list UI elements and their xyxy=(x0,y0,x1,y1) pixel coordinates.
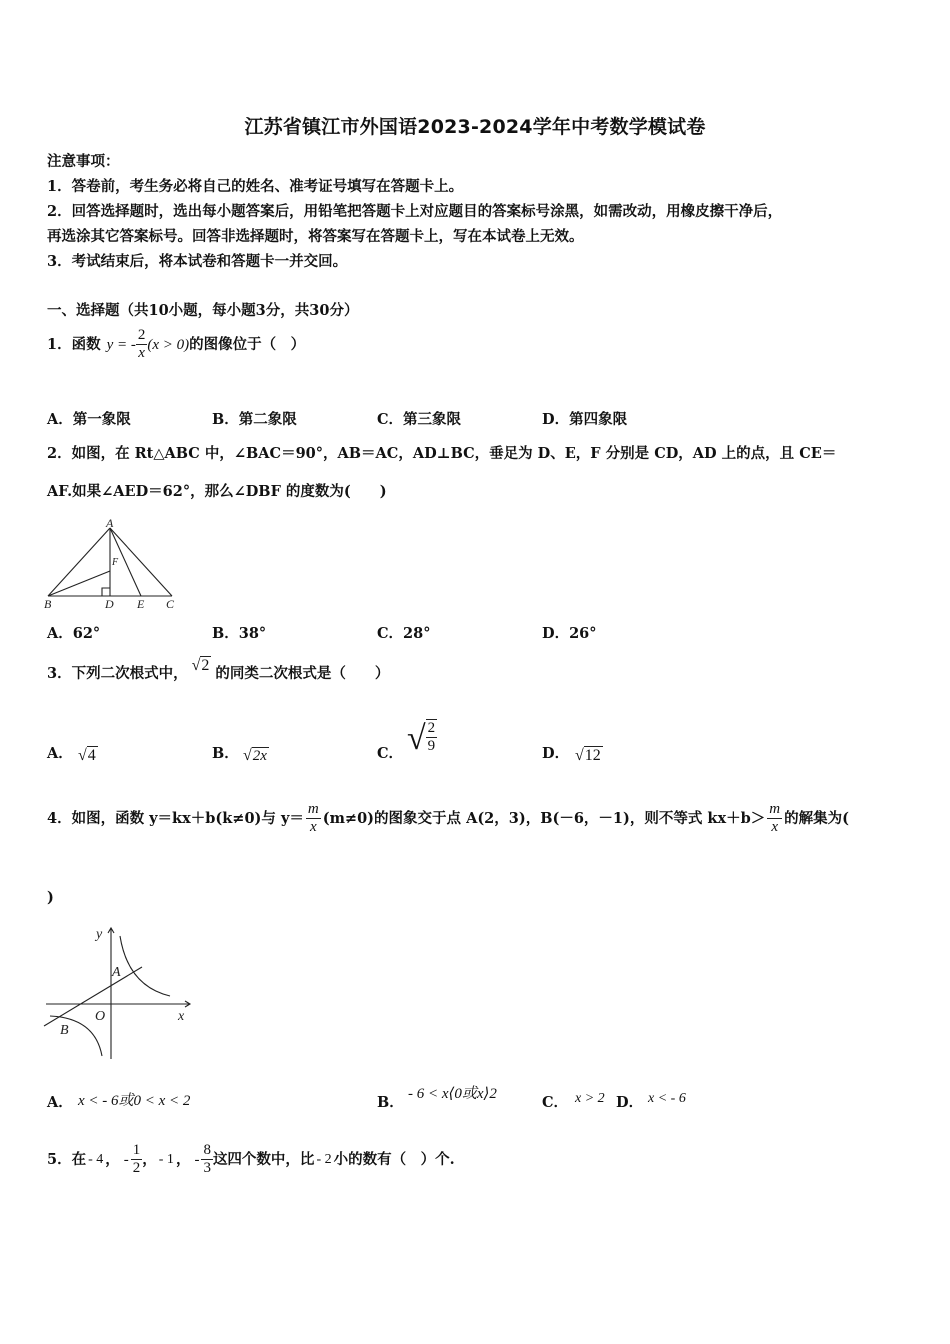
q5-prefix: 5．在 xyxy=(47,1150,87,1168)
q4-label-x: x xyxy=(178,1009,185,1024)
q3-suffix: 的同类二次根式是（ ） xyxy=(215,665,390,682)
q2-label-a: A xyxy=(106,516,114,530)
q5-sep2: ， xyxy=(142,1150,157,1168)
q2-option-c: C．28° xyxy=(377,625,431,642)
q5-f4-num: 8 xyxy=(203,1142,211,1158)
q4-line-2: ) xyxy=(47,889,54,906)
q5-sep1: ， xyxy=(105,1150,120,1168)
q4-option-a-math: x < - 6或0 < x < 2 xyxy=(78,1093,191,1109)
q1-frac-den: x xyxy=(138,345,145,361)
q4-part-2: (m≠0)的图象交于点 A(2，3)，B(－6，－1)，则不等式 kx＋b＞ xyxy=(322,809,766,827)
notice-item-1: 1．答卷前，考生务必将自己的姓名、准考证号填写在答题卡上。 xyxy=(47,178,464,195)
q2-option-a: A．62° xyxy=(47,625,101,642)
q2-label-f: F xyxy=(112,557,119,568)
q3-option-c-den: 9 xyxy=(427,738,436,754)
q4-graph-figure xyxy=(40,922,200,1064)
q3-option-c-sqrt xyxy=(407,716,437,762)
q4-option-c-math: x > 2 xyxy=(575,1091,605,1106)
q4-part-1: 4．如图，函数 y＝kx＋b(k≠0)与 y＝ xyxy=(47,809,304,827)
notice-item-2-cont: 再选涂其它答案标号。回答非选择题时，将答案写在答题卡上，写在本试卷上无效。 xyxy=(47,228,584,245)
q4-fraction-2 xyxy=(767,801,782,836)
q1-option-a: A．第一象限 xyxy=(47,411,131,428)
q1-option-d: D．第四象限 xyxy=(542,411,628,428)
q4-fraction-1 xyxy=(306,801,321,836)
q2-line-BF xyxy=(48,571,110,596)
q4-frac1-den: x xyxy=(309,819,317,835)
q4-label-b: B xyxy=(60,1023,69,1038)
q4-frac2-num: m xyxy=(769,801,781,817)
q3-option-c-num: 2 xyxy=(427,720,436,736)
q2-right-angle-mark xyxy=(102,588,110,596)
notice-item-3: 3．考试结束后，将本试卷和答题卡一并交回。 xyxy=(47,253,348,270)
q5-n1: - 4 xyxy=(88,1151,104,1167)
notice-heading: 注意事项： xyxy=(47,153,120,170)
page-title: 江苏省镇江市外国语2023-2024学年中考数学模试卷 xyxy=(244,116,706,138)
q4-option-d-letter: D． xyxy=(616,1094,644,1111)
q2-line-2: AF.如果∠AED＝62°，那么∠DBF 的度数为( ) xyxy=(47,483,387,500)
q2-label-d: D xyxy=(105,597,114,610)
q2-line-1: 2．如图，在 Rt△ABC 中，∠BAC＝90°，AB＝AC，AD⊥BC，垂足为 D、E，F 分别是 CD，AD 上的点，且 CE＝ xyxy=(47,445,837,462)
q5-sep3: ， xyxy=(175,1150,191,1168)
q2-triangle-figure xyxy=(40,516,185,610)
q3-prefix: 3．下列二次根式中， xyxy=(47,665,188,682)
q3-option-d-letter: D． xyxy=(542,745,570,762)
q2-line-AB xyxy=(48,528,110,596)
question-3 xyxy=(47,657,390,684)
q2-label-c: C xyxy=(166,597,175,610)
q4-hyperbola-branch-1 xyxy=(120,936,170,996)
q5-fraction-half xyxy=(131,1142,143,1177)
q1-option-b: B．第二象限 xyxy=(212,411,297,428)
q3-option-b-sqrt: √2x xyxy=(243,747,267,764)
q4-label-a: A xyxy=(112,965,121,980)
q4-frac1-num: m xyxy=(307,801,319,817)
q2-option-b: B．38° xyxy=(212,625,267,642)
q4-label-o: O xyxy=(95,1009,106,1024)
q2-label-b: B xyxy=(44,597,52,610)
question-4 xyxy=(47,801,849,836)
q5-minus2: - xyxy=(123,1151,129,1168)
q4-option-b-math: - 6 < x⟨0或x⟩2 xyxy=(408,1086,497,1102)
q1-suffix: 的图像位于（ ） xyxy=(189,335,306,353)
q5-f2-den: 2 xyxy=(132,1160,141,1176)
q5-f4-den: 3 xyxy=(203,1160,211,1176)
q1-formula-right: (x > 0) xyxy=(147,336,190,353)
notice-item-2: 2．回答选择题时，选出每小题答案后，用铅笔把答题卡上对应题目的答案标号涂黑，如需改动，用橡皮擦干净后， xyxy=(47,203,783,220)
q3-sqrt-2: √2 xyxy=(191,657,210,674)
q5-n3: - 1 xyxy=(158,1151,174,1167)
q1-fraction xyxy=(136,327,148,362)
q4-option-a-letter: A． xyxy=(47,1094,73,1111)
section-heading: 一、选择题（共10小题，每小题3分，共30分） xyxy=(47,302,359,319)
q3-option-d-sqrt: √12 xyxy=(575,747,601,764)
q1-option-c: C．第三象限 xyxy=(377,411,462,428)
q2-line-AC xyxy=(110,528,172,596)
q4-option-b-letter: B． xyxy=(377,1094,404,1111)
q3-option-c-letter: C． xyxy=(377,745,404,762)
q1-formula-left: y = - xyxy=(106,336,136,353)
q4-part-3: 的解集为( xyxy=(784,809,849,827)
q4-label-y: y xyxy=(96,927,103,942)
q5-mid: 这四个数中，比 xyxy=(212,1150,315,1168)
question-1 xyxy=(47,327,305,362)
question-5 xyxy=(47,1142,455,1177)
q5-fraction-eight-thirds xyxy=(201,1142,213,1177)
q5-suffix: 小的数有（ ）个. xyxy=(333,1150,455,1168)
q1-prefix: 1．函数 xyxy=(47,335,101,353)
q2-option-d: D．26° xyxy=(542,625,597,642)
q2-label-e: E xyxy=(137,597,145,610)
q4-option-d-math: x < - 6 xyxy=(648,1091,686,1106)
q5-n5: - 2 xyxy=(316,1151,332,1167)
q3-option-a-sqrt: √4 xyxy=(78,747,96,764)
q3-radical-sign: √ xyxy=(407,720,426,757)
q3-option-c-fraction xyxy=(426,719,438,755)
q3-option-b-letter: B． xyxy=(212,745,239,762)
q1-frac-num: 2 xyxy=(137,327,146,343)
q3-option-a-letter: A． xyxy=(47,745,73,762)
q5-f2-num: 1 xyxy=(132,1142,141,1158)
q5-minus4: - xyxy=(194,1151,200,1168)
q4-frac2-den: x xyxy=(771,819,779,835)
q4-option-c-letter: C． xyxy=(542,1094,569,1111)
